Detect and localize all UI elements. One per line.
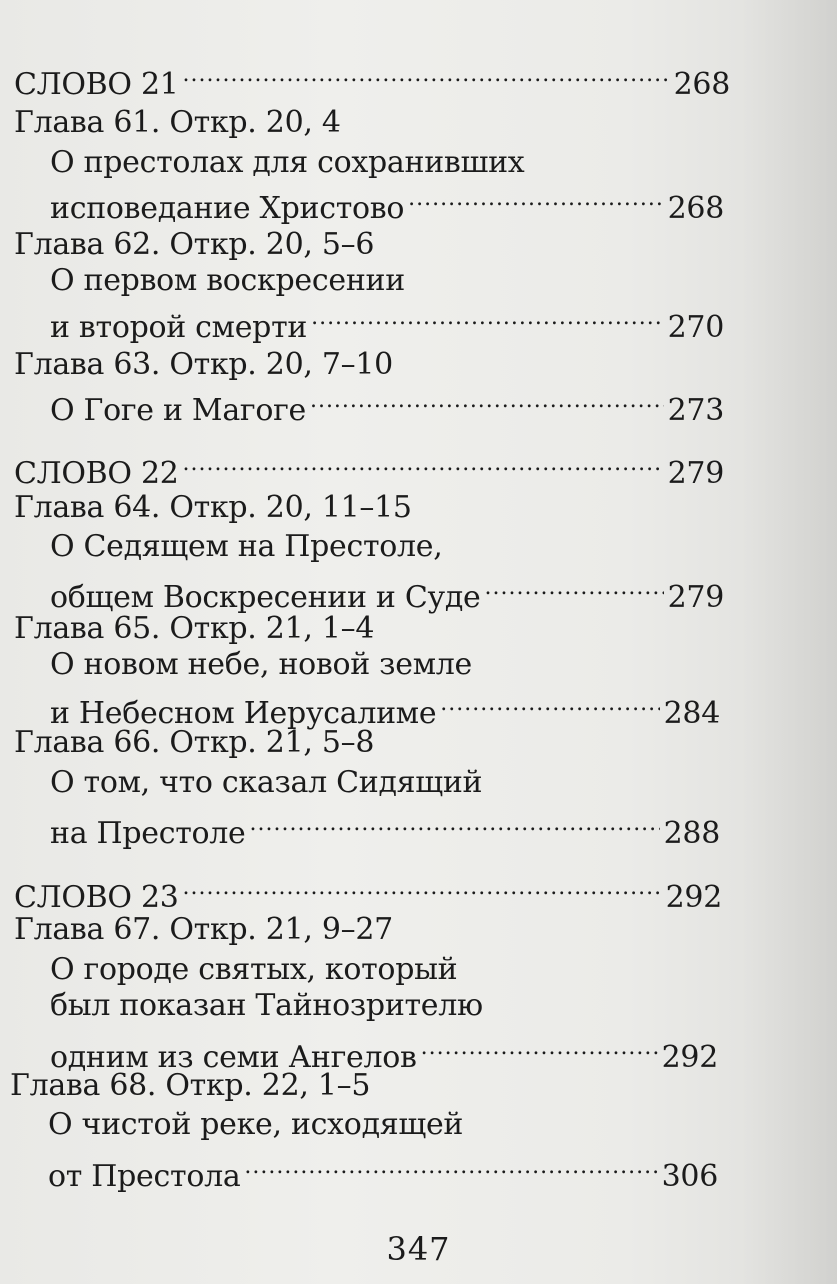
- toc-entry-title: на Престоле: [50, 816, 246, 851]
- toc-line-chapter-61-title-end: [50, 172, 724, 226]
- toc-entry-title: Глава 67. Откр. 21, 9–27: [14, 912, 393, 947]
- dot-leader: [311, 291, 664, 337]
- toc-entry-title: Глава 62. Откр. 20, 5–6: [14, 227, 375, 262]
- toc-entry-page: 292: [661, 1040, 718, 1075]
- dot-leader: [250, 797, 660, 843]
- toc-line-slovo-21: [14, 48, 730, 102]
- toc-line-chapter-68-title-end: [48, 1140, 718, 1194]
- toc-entry-title: Глава 64. Откр. 20, 11–15: [14, 490, 412, 525]
- toc-entry-page: 268: [667, 191, 724, 226]
- toc-line-slovo-22: [14, 437, 724, 491]
- dot-leader: [310, 374, 664, 420]
- toc-entry-page: 306: [661, 1159, 718, 1194]
- toc-entry-title: Глава 61. Откр. 20, 4: [14, 105, 341, 140]
- dot-leader: [485, 561, 664, 607]
- toc-line-chapter-67-title-end: [50, 1021, 718, 1075]
- toc-entry-title: О новом небе, новой земле: [50, 647, 472, 682]
- dot-leader: [421, 1021, 658, 1067]
- toc-entry-title: О первом воскресении: [50, 263, 405, 298]
- dot-leader: [408, 172, 664, 218]
- toc-entry-title: и Небесном Иерусалиме: [50, 696, 437, 731]
- page-number: 347: [386, 1230, 451, 1268]
- toc-entry-title: О чистой реке, исходящей: [48, 1107, 464, 1142]
- toc-entry-title: одним из семи Ангелов: [50, 1040, 417, 1075]
- dot-leader: [183, 437, 664, 483]
- toc-entry-title: исповедание Христово: [50, 191, 405, 226]
- toc-entry-page: 284: [663, 696, 720, 731]
- toc-entry-title: СЛОВО 23: [14, 880, 179, 915]
- toc-entry-title: от Престола: [48, 1159, 241, 1194]
- toc-line-chapter-62-title-end: [50, 291, 724, 345]
- dot-leader: [183, 48, 670, 94]
- toc-entry-page: 273: [667, 393, 724, 428]
- toc-entry-page: 292: [665, 880, 722, 915]
- toc-entry-title: Глава 63. Откр. 20, 7–10: [14, 347, 393, 382]
- toc-line-slovo-23: [14, 861, 722, 915]
- dot-leader: [244, 1140, 657, 1186]
- toc-line-chapter-63-title: [50, 374, 724, 428]
- toc-entry-title: О Седящем на Престоле,: [50, 529, 443, 564]
- toc-entry-title: О престолах для сохранивших: [50, 145, 525, 180]
- toc-entry-title: О том, что сказал Сидящий: [50, 765, 483, 800]
- toc-entry-title: Глава 65. Откр. 21, 1–4: [14, 611, 375, 646]
- toc-entry-page: 279: [667, 456, 724, 491]
- toc-entry-page: 288: [663, 816, 720, 851]
- toc-line-chapter-64-title-end: [50, 561, 724, 615]
- toc-entry-page: 268: [673, 67, 730, 102]
- toc-entry-page: 279: [667, 580, 724, 615]
- toc-entry-title: был показан Тайнозрителю: [50, 988, 483, 1023]
- toc-line-chapter-65-title-end: [50, 677, 720, 731]
- toc-entry-title: и второй смерти: [50, 310, 308, 345]
- toc-entry-title: Глава 66. Откр. 21, 5–8: [14, 725, 375, 760]
- toc-entry-title: О Гоге и Магоге: [50, 393, 306, 428]
- toc-entry-title: СЛОВО 21: [14, 67, 179, 102]
- toc-entry-title: СЛОВО 22: [14, 456, 179, 491]
- dot-leader: [440, 677, 659, 723]
- toc-entry-title: Глава 68. Откр. 22, 1–5: [10, 1068, 371, 1103]
- toc-entry-title: О городе святых, который: [50, 952, 458, 987]
- dot-leader: [183, 861, 662, 907]
- toc-entry-page: 270: [667, 310, 724, 345]
- toc-entry-title: общем Воскресении и Суде: [50, 580, 481, 615]
- toc-line-chapter-66-title-end: [50, 797, 720, 851]
